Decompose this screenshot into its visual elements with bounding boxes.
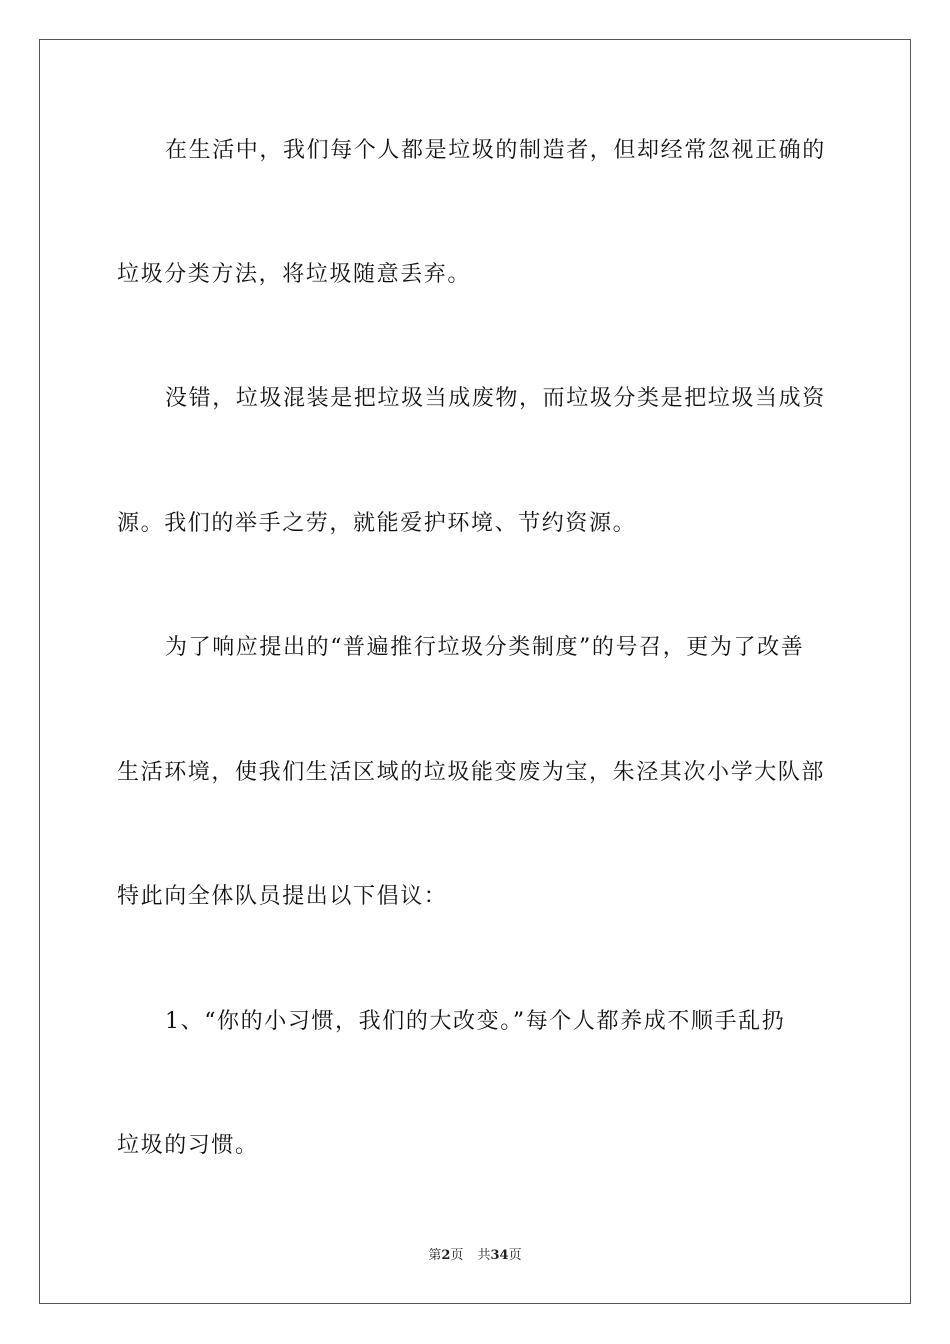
- footer-total-suffix: 页: [508, 1248, 522, 1263]
- paragraph-1-line-1: 在生活中，我们每个人都是垃圾的制造者，但却经常忽视正确的: [165, 138, 826, 163]
- paragraph-1-line-2: 垃圾分类方法，将垃圾随意丢弃。: [117, 262, 472, 287]
- paragraph-3-line-3: 特此向全体队员提出以下倡议：: [117, 884, 448, 909]
- footer-page-number: 2: [441, 1248, 451, 1263]
- paragraph-3-line-1: 为了响应提出的“普遍推行垃圾分类制度”的号召，更为了改善: [165, 635, 805, 660]
- footer-total-prefix: 共: [477, 1248, 491, 1263]
- paragraph-4-line-2: 垃圾的习惯。: [117, 1133, 259, 1158]
- paragraph-2-line-1: 没错，垃圾混装是把垃圾当成废物，而垃圾分类是把垃圾当成资: [165, 386, 826, 411]
- paragraph-3-line-2: 生活环境，使我们生活区域的垃圾能变废为宝，朱泾其次小学大队部: [117, 760, 826, 785]
- paragraph-2-line-2: 源。我们的举手之劳，就能爱护环境、节约资源。: [117, 511, 637, 536]
- page-footer: [0, 1248, 950, 1264]
- paragraph-4-line-1: 1、“你的小习惯，我们的大改变。”每个人都养成不顺手乱扔: [165, 1009, 786, 1034]
- page-border: [39, 39, 911, 1304]
- footer-total-pages: 34: [490, 1248, 509, 1263]
- footer-page-prefix: 第: [428, 1248, 442, 1263]
- footer-page-suffix: 页: [450, 1248, 464, 1263]
